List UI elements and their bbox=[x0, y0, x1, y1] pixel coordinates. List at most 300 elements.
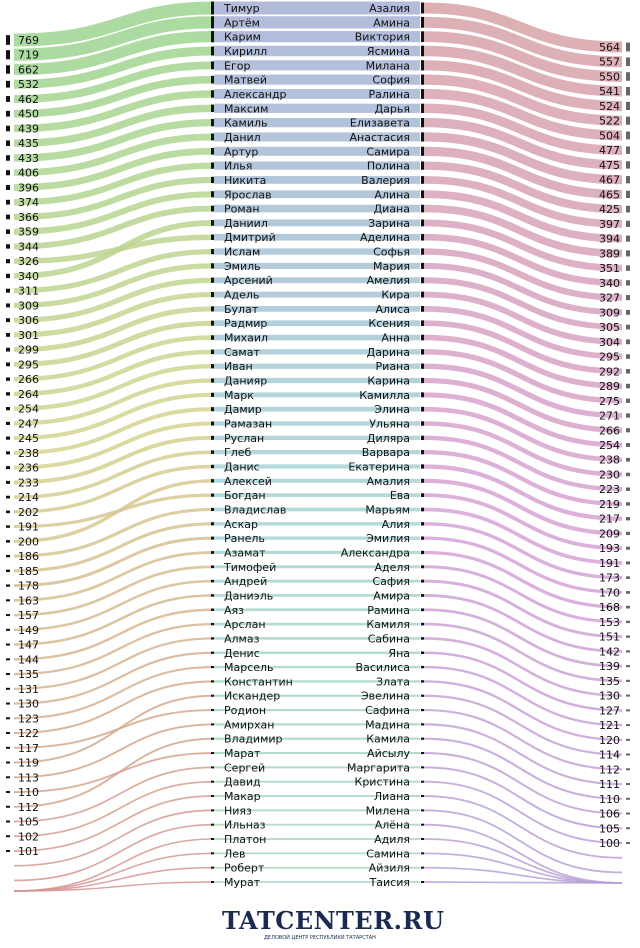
female-marker bbox=[421, 493, 424, 497]
male-count-label: 110 bbox=[18, 786, 39, 800]
male-count-marker bbox=[6, 348, 10, 352]
female-name-label: Амелия bbox=[366, 274, 410, 288]
male-count-marker bbox=[6, 318, 10, 322]
female-marker bbox=[421, 738, 424, 740]
female-name-label: Ралина bbox=[368, 87, 410, 101]
male-name-label: Руслан bbox=[224, 431, 265, 445]
female-marker bbox=[421, 263, 424, 269]
male-flow bbox=[14, 237, 214, 261]
female-marker bbox=[421, 709, 424, 711]
female-name-label: Дарья bbox=[374, 102, 410, 116]
female-name-label: Злата bbox=[376, 675, 410, 689]
male-name-label: Дмитрий bbox=[224, 231, 276, 245]
male-count-marker bbox=[6, 732, 10, 734]
female-count-marker bbox=[626, 146, 630, 153]
female-count-marker bbox=[626, 384, 630, 389]
male-name-label: Никита bbox=[224, 173, 267, 187]
male-count-label: 191 bbox=[18, 520, 39, 534]
male-count-label: 359 bbox=[18, 225, 39, 239]
male-count-axis bbox=[6, 34, 39, 858]
female-name-label: Милана bbox=[365, 59, 410, 73]
male-count-label: 202 bbox=[18, 505, 39, 519]
male-count-marker bbox=[6, 644, 10, 646]
female-marker bbox=[421, 680, 424, 682]
male-count-label: 266 bbox=[18, 373, 39, 387]
male-count-marker bbox=[6, 259, 10, 263]
male-count-marker bbox=[6, 821, 10, 823]
female-flow bbox=[424, 710, 622, 769]
female-marker bbox=[421, 551, 424, 554]
male-name-label: Андрей bbox=[224, 575, 268, 589]
female-count-marker bbox=[626, 265, 630, 270]
female-count-label: 238 bbox=[599, 453, 620, 467]
female-count-label: 522 bbox=[599, 114, 620, 128]
female-count-label: 217 bbox=[599, 512, 620, 526]
male-count-label: 185 bbox=[18, 564, 39, 578]
female-marker bbox=[421, 436, 424, 440]
male-count-marker bbox=[6, 50, 10, 59]
male-name-label: Михаил bbox=[224, 331, 269, 345]
male-name-label: Родион bbox=[224, 704, 267, 718]
female-count-label: 289 bbox=[599, 380, 620, 394]
male-name-label: Артур bbox=[224, 145, 259, 159]
male-count-label: 662 bbox=[18, 63, 39, 77]
female-count-marker bbox=[626, 487, 630, 490]
female-count-marker bbox=[626, 621, 630, 623]
male-count-marker bbox=[6, 481, 10, 484]
male-marker bbox=[211, 234, 214, 240]
female-flow bbox=[424, 624, 622, 681]
female-count-marker bbox=[626, 502, 630, 505]
female-count-label: 340 bbox=[599, 276, 620, 290]
female-flow bbox=[424, 681, 622, 739]
male-marker bbox=[211, 881, 214, 883]
male-name-label: Алмаз bbox=[224, 632, 260, 646]
female-count-label: 219 bbox=[599, 497, 620, 511]
male-name-label: Радмир bbox=[224, 317, 268, 331]
female-count-label: 351 bbox=[599, 262, 620, 276]
female-count-label: 425 bbox=[599, 203, 620, 217]
female-count-label: 389 bbox=[599, 247, 620, 261]
male-name-label: Нияз bbox=[224, 804, 252, 818]
male-count-marker bbox=[6, 525, 10, 527]
female-count-label: 557 bbox=[599, 55, 620, 69]
male-name-label: Иван bbox=[224, 360, 253, 374]
male-count-marker bbox=[6, 570, 10, 572]
female-count-marker bbox=[626, 650, 630, 652]
male-count-label: 119 bbox=[18, 756, 39, 770]
female-count-marker bbox=[626, 250, 630, 256]
male-marker bbox=[211, 378, 214, 382]
female-count-label: 100 bbox=[599, 837, 620, 850]
male-count-marker bbox=[6, 673, 10, 675]
male-count-label: 306 bbox=[18, 314, 39, 328]
female-count-label: 191 bbox=[599, 556, 620, 570]
female-count-marker bbox=[626, 813, 630, 815]
female-count-label: 397 bbox=[599, 217, 620, 231]
logo-title: TATCENTER.RU bbox=[222, 906, 445, 935]
female-count-marker bbox=[626, 724, 630, 726]
male-marker bbox=[211, 191, 214, 197]
female-marker bbox=[421, 147, 424, 156]
male-count-label: 396 bbox=[18, 181, 39, 195]
female-count-label: 467 bbox=[599, 173, 620, 187]
male-count-marker bbox=[6, 555, 10, 557]
male-count-label: 366 bbox=[18, 210, 39, 224]
male-count-marker bbox=[6, 584, 10, 586]
male-flow bbox=[14, 853, 214, 891]
female-count-axis bbox=[599, 41, 630, 850]
male-marker bbox=[211, 795, 214, 797]
female-count-label: 304 bbox=[599, 335, 620, 349]
female-name-label: Карина bbox=[367, 374, 410, 388]
female-name-label: Амина bbox=[373, 16, 410, 30]
female-count-marker bbox=[626, 413, 630, 417]
female-count-marker bbox=[626, 517, 630, 520]
male-name-label: Максим bbox=[224, 102, 269, 116]
male-count-marker bbox=[6, 437, 10, 440]
male-count-label: 186 bbox=[18, 550, 39, 564]
male-flow bbox=[14, 810, 214, 865]
female-count-marker bbox=[626, 680, 630, 682]
male-marker bbox=[211, 364, 214, 368]
male-count-marker bbox=[6, 747, 10, 749]
female-name-label: Сафина bbox=[365, 704, 410, 718]
female-marker bbox=[421, 421, 424, 425]
female-marker bbox=[421, 637, 424, 640]
female-marker bbox=[421, 219, 424, 226]
female-marker bbox=[421, 89, 424, 99]
male-count-marker bbox=[6, 155, 10, 160]
female-count-marker bbox=[626, 443, 630, 447]
female-marker bbox=[421, 580, 424, 583]
female-count-label: 475 bbox=[599, 158, 620, 172]
male-count-label: 233 bbox=[18, 476, 39, 490]
female-count-label: 170 bbox=[599, 586, 620, 600]
male-name-label: Данияр bbox=[224, 374, 268, 388]
female-count-marker bbox=[626, 236, 630, 242]
male-count-marker bbox=[6, 717, 10, 719]
male-count-label: 123 bbox=[18, 712, 39, 726]
female-marker bbox=[421, 60, 424, 70]
male-count-label: 105 bbox=[18, 815, 39, 829]
female-marker bbox=[421, 867, 424, 869]
female-count-marker bbox=[626, 325, 630, 330]
female-count-marker bbox=[626, 561, 630, 564]
female-marker bbox=[421, 161, 424, 169]
female-name-label: Таисия bbox=[369, 876, 410, 889]
female-name-label: Эвелина bbox=[360, 689, 410, 703]
female-name-label: Анна bbox=[381, 331, 410, 345]
male-name-label: Ислам bbox=[224, 245, 261, 259]
female-count-marker bbox=[626, 354, 630, 359]
tatcenter-logo[interactable] bbox=[222, 906, 445, 942]
male-count-label: 532 bbox=[18, 78, 39, 92]
female-count-marker bbox=[626, 161, 630, 168]
male-name-label: Данис bbox=[224, 460, 260, 474]
female-count-marker bbox=[626, 547, 630, 550]
male-count-label: 326 bbox=[18, 255, 39, 269]
male-marker bbox=[211, 580, 214, 583]
female-name-label: Мадина bbox=[365, 718, 410, 732]
male-marker bbox=[211, 263, 214, 268]
female-marker bbox=[421, 277, 424, 283]
male-count-label: 264 bbox=[18, 387, 39, 401]
female-name-label: Айсылу bbox=[367, 747, 410, 761]
male-count-label: 117 bbox=[18, 741, 39, 755]
male-count-marker bbox=[6, 111, 10, 117]
female-name-label: Полина bbox=[366, 159, 410, 173]
male-name-label: Даниил bbox=[224, 216, 268, 230]
male-name-label: Константин bbox=[224, 675, 293, 689]
female-flow bbox=[424, 696, 622, 755]
female-count-marker bbox=[626, 295, 630, 300]
male-marker bbox=[211, 31, 214, 42]
male-count-label: 178 bbox=[18, 579, 39, 593]
female-count-marker bbox=[626, 842, 630, 844]
female-count-marker bbox=[626, 665, 630, 667]
male-marker bbox=[211, 2, 214, 15]
male-count-marker bbox=[6, 466, 10, 469]
male-marker bbox=[211, 623, 214, 625]
female-name-label: Камила bbox=[366, 732, 410, 746]
male-count-label: 301 bbox=[18, 328, 39, 342]
female-name-label: Мария bbox=[373, 259, 410, 273]
female-name-label: Василиса bbox=[355, 661, 410, 675]
female-count-marker bbox=[626, 206, 630, 213]
male-name-label: Марсель bbox=[224, 661, 274, 675]
female-marker bbox=[421, 364, 424, 369]
female-count-label: 223 bbox=[599, 483, 620, 497]
female-count-marker bbox=[626, 310, 630, 315]
male-marker bbox=[211, 16, 214, 28]
female-count-marker bbox=[626, 176, 630, 183]
female-name-label: Самина bbox=[366, 847, 410, 861]
male-name-label: Аяз bbox=[224, 603, 244, 617]
female-name-label: Валерия bbox=[361, 173, 410, 187]
female-count-marker bbox=[626, 695, 630, 697]
female-marker bbox=[421, 205, 424, 213]
male-count-label: 450 bbox=[18, 107, 39, 121]
female-marker bbox=[421, 31, 424, 42]
male-count-label: 769 bbox=[18, 34, 39, 47]
male-count-marker bbox=[6, 835, 10, 837]
female-marker bbox=[421, 335, 424, 341]
male-marker bbox=[211, 393, 214, 397]
female-name-label: Екатерина bbox=[348, 460, 410, 474]
male-count-label: 299 bbox=[18, 343, 39, 357]
male-name-label: Эмиль bbox=[224, 259, 261, 273]
male-marker bbox=[211, 148, 214, 155]
male-name-label: Денис bbox=[224, 646, 260, 660]
female-count-label: 275 bbox=[599, 394, 620, 408]
male-count-label: 163 bbox=[18, 594, 39, 608]
female-name-label: Софья bbox=[373, 245, 410, 259]
female-marker bbox=[421, 118, 424, 127]
female-name-label: Аделя bbox=[374, 560, 410, 574]
male-flows bbox=[14, 8, 214, 891]
female-name-label: Алиса bbox=[375, 302, 410, 316]
female-count-marker bbox=[626, 132, 630, 140]
male-count-marker bbox=[6, 688, 10, 690]
male-name-label: Кирилл bbox=[224, 44, 268, 58]
male-count-marker bbox=[6, 629, 10, 631]
female-flow bbox=[424, 653, 622, 711]
female-name-label: Кира bbox=[381, 288, 410, 302]
female-count-marker bbox=[626, 72, 630, 81]
female-count-marker bbox=[626, 473, 630, 477]
female-flow bbox=[424, 882, 622, 883]
male-marker bbox=[211, 852, 214, 854]
male-name-label: Матвей bbox=[224, 73, 268, 87]
female-marker bbox=[421, 766, 424, 768]
male-marker bbox=[211, 61, 214, 69]
male-count-label: 254 bbox=[18, 402, 39, 416]
female-marker bbox=[421, 392, 424, 397]
female-count-label: 271 bbox=[599, 409, 620, 423]
male-flow bbox=[14, 681, 214, 733]
female-flow bbox=[424, 638, 622, 695]
male-count-marker bbox=[6, 451, 10, 454]
male-marker bbox=[211, 134, 214, 141]
male-name-label: Владислав bbox=[224, 503, 287, 517]
male-marker bbox=[211, 838, 214, 840]
female-marker bbox=[421, 809, 424, 811]
male-name-label: Алексей bbox=[224, 474, 272, 488]
female-count-marker bbox=[626, 369, 630, 374]
female-count-marker bbox=[626, 428, 630, 432]
male-count-label: 344 bbox=[18, 240, 39, 254]
female-name-label: Кристина bbox=[354, 775, 410, 789]
male-marker bbox=[211, 306, 214, 311]
male-count-marker bbox=[6, 81, 10, 88]
female-name-label: Камиля bbox=[366, 618, 410, 632]
male-marker bbox=[211, 436, 214, 440]
male-marker bbox=[211, 522, 214, 525]
male-count-marker bbox=[6, 658, 10, 660]
male-name-label: Ярослав bbox=[224, 188, 272, 202]
male-count-label: 462 bbox=[18, 92, 39, 106]
male-count-marker bbox=[6, 274, 10, 278]
male-name-label: Марат bbox=[224, 747, 261, 761]
female-name-label: Алия bbox=[381, 517, 410, 531]
male-name-label: Роберт bbox=[224, 861, 265, 875]
female-count-marker bbox=[626, 339, 630, 344]
female-count-label: 112 bbox=[599, 763, 620, 777]
female-name-label: Александра bbox=[340, 546, 410, 560]
male-count-label: 157 bbox=[18, 609, 39, 623]
male-marker bbox=[211, 781, 214, 783]
female-count-marker bbox=[626, 57, 630, 66]
male-count-marker bbox=[6, 850, 10, 852]
male-marker bbox=[211, 723, 214, 725]
female-marker bbox=[421, 565, 424, 568]
male-marker bbox=[211, 565, 214, 568]
male-marker bbox=[211, 76, 214, 84]
male-count-marker bbox=[6, 303, 10, 307]
female-count-label: 121 bbox=[599, 719, 620, 733]
male-count-label: 122 bbox=[18, 727, 39, 741]
male-count-marker bbox=[6, 703, 10, 705]
female-count-label: 110 bbox=[599, 792, 620, 806]
male-marker bbox=[211, 695, 214, 697]
male-name-label: Давид bbox=[224, 775, 261, 789]
female-count-label: 106 bbox=[599, 807, 620, 821]
male-name-label: Макар bbox=[224, 790, 261, 804]
male-marker bbox=[211, 119, 214, 126]
female-name-label: Самира bbox=[366, 145, 410, 159]
male-count-marker bbox=[6, 407, 10, 410]
male-name-label: Искандер bbox=[224, 689, 281, 703]
male-count-label: 340 bbox=[18, 269, 39, 283]
male-name-label: Егор bbox=[224, 59, 251, 73]
male-name-label: Артём bbox=[224, 16, 260, 30]
female-name-label: Элина bbox=[374, 403, 410, 417]
male-count-label: 131 bbox=[18, 682, 39, 696]
female-count-label: 127 bbox=[599, 704, 620, 718]
female-count-label: 541 bbox=[599, 85, 620, 99]
female-count-label: 327 bbox=[599, 291, 620, 305]
male-marker bbox=[211, 867, 214, 869]
female-marker bbox=[421, 75, 424, 85]
male-marker bbox=[211, 680, 214, 682]
female-count-label: 504 bbox=[599, 129, 620, 143]
female-count-label: 524 bbox=[599, 99, 620, 113]
female-marker bbox=[421, 132, 424, 141]
male-count-marker bbox=[6, 614, 10, 616]
female-marker bbox=[421, 594, 424, 597]
male-name-label: Тимофей bbox=[224, 560, 277, 574]
male-name-label: Тимур bbox=[224, 2, 260, 15]
male-count-label: 102 bbox=[18, 830, 39, 844]
male-marker bbox=[211, 551, 214, 554]
female-count-marker bbox=[626, 827, 630, 829]
male-marker bbox=[211, 46, 214, 55]
male-name-label: Сергей bbox=[224, 761, 266, 775]
female-count-label: 168 bbox=[599, 601, 620, 615]
female-count-label: 135 bbox=[599, 674, 620, 688]
female-name-label: Яна bbox=[388, 646, 410, 660]
female-marker bbox=[421, 752, 424, 754]
male-name-label: Адель bbox=[224, 288, 260, 302]
female-marker bbox=[421, 17, 424, 28]
male-marker bbox=[211, 465, 214, 468]
male-count-marker bbox=[6, 791, 10, 793]
male-marker bbox=[211, 594, 214, 596]
male-name-label: Марк bbox=[224, 388, 254, 402]
male-marker bbox=[211, 609, 214, 611]
female-count-label: 139 bbox=[599, 660, 620, 674]
male-count-marker bbox=[6, 333, 10, 337]
female-count-marker bbox=[626, 458, 630, 462]
female-marker bbox=[421, 450, 424, 454]
female-count-label: 254 bbox=[599, 439, 620, 452]
female-marker bbox=[421, 881, 424, 883]
male-marker bbox=[211, 809, 214, 811]
male-marker bbox=[211, 292, 214, 297]
male-count-marker bbox=[6, 35, 10, 45]
female-flow bbox=[424, 610, 622, 666]
male-name-label: Дамир bbox=[224, 403, 262, 417]
male-count-marker bbox=[6, 215, 10, 220]
female-count-marker bbox=[626, 739, 630, 741]
male-count-label: 311 bbox=[18, 284, 39, 298]
male-marker bbox=[211, 766, 214, 768]
male-count-marker bbox=[6, 806, 10, 808]
female-marker bbox=[421, 522, 424, 525]
male-count-label: 144 bbox=[18, 653, 39, 667]
male-count-label: 435 bbox=[18, 137, 39, 151]
